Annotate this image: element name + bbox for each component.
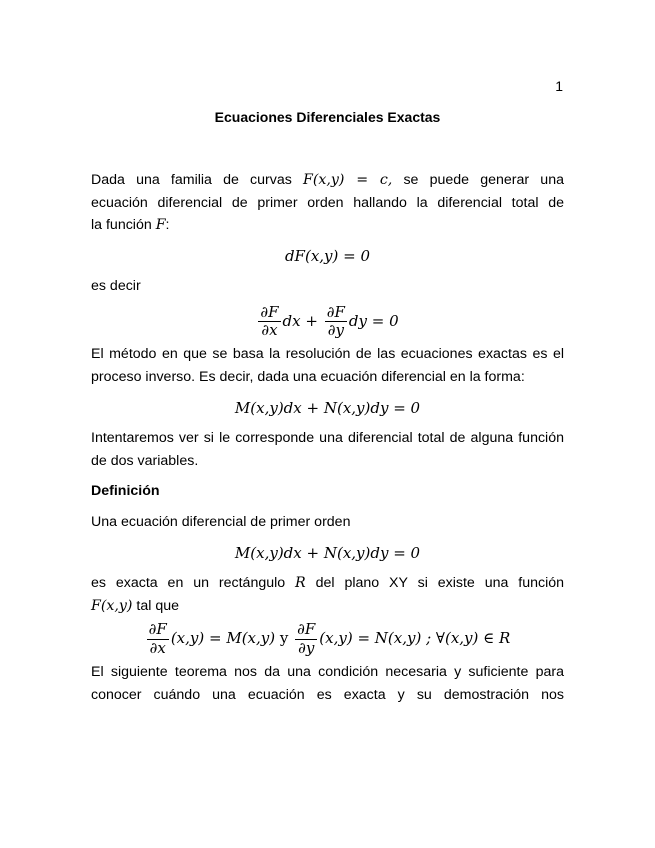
function-expression: F(x,y) [91, 597, 133, 614]
method-paragraph: El método en que se basa la resolución de las ecuaciones exactas es el proceso inverso. Es decir, dada una ecuación diferencial en la forma: [91, 346, 564, 386]
fraction-dF-dx [258, 304, 280, 340]
equation-term: dy = 0 [348, 311, 399, 330]
exacta-line-2-text: tal que [132, 597, 179, 614]
function-symbol: F [155, 217, 166, 234]
page-title: Ecuaciones Diferenciales Exactas [214, 109, 441, 125]
intro-text: Dada una familia de curvas [91, 172, 304, 188]
equation-term: (x,y) = M(x,y) [170, 629, 276, 648]
intro-text-rest: se puede generar una [392, 172, 564, 188]
equation-differential-form: M(x,y)dx + N(x,y)dy = 0 [234, 398, 421, 417]
equation-exactness-condition [91, 621, 564, 657]
fraction-denominator: ∂x [149, 638, 166, 657]
family-equation: F(x,y) = c, [303, 172, 393, 188]
document-body [91, 169, 564, 706]
exacta-line-2 [91, 595, 564, 618]
fraction-numerator: ∂F [326, 302, 345, 321]
fraction-denominator: ∂y [298, 638, 315, 657]
equation-term: dx + [282, 311, 323, 330]
fraction-dF-dy [325, 304, 347, 340]
definition-heading: Definición [91, 483, 160, 500]
fraction-numerator: ∂F [297, 620, 316, 639]
fraction-denominator: ∂y [327, 321, 344, 340]
intro-line-3-end: : [165, 217, 170, 234]
fraction-denominator: ∂x [261, 321, 278, 340]
theorem-paragraph: El siguiente teorema nos da una condición necesaria y suficiente para conocer cuándo una ecuación es exacta y su demostración nos [91, 663, 564, 703]
equation-partial-differential [91, 304, 564, 340]
rectangle-symbol: R [295, 575, 306, 592]
equation-definition: M(x,y)dx + N(x,y)dy = 0 [234, 543, 421, 562]
intro-line-3 [91, 214, 564, 237]
es-decir-text: es decir [91, 278, 141, 295]
equation-conjunction: y [275, 629, 294, 648]
intro-line-1 [91, 169, 564, 192]
intentaremos-paragraph: Intentaremos ver si le corresponde una diferencial total de alguna función de dos variables. [91, 430, 564, 469]
fraction-dF-dy [295, 621, 317, 657]
definition-intro: Una ecuación diferencial de primer orden [91, 514, 351, 531]
intro-line-3-text: la función [91, 217, 156, 234]
page-number: 1 [555, 78, 563, 94]
exacta-line-1 [91, 572, 564, 595]
fraction-numerator: ∂F [148, 620, 167, 639]
fraction-dF-dx [147, 621, 169, 657]
exacta-text-rest: del plano XY si existe una función [305, 575, 564, 592]
intro-line-2: ecuación diferencial de primer orden hallando la diferencial total de [91, 194, 564, 211]
exacta-text: es exacta en un rectángulo [91, 575, 296, 592]
equation-term: (x,y) = N(x,y) ; ∀(x,y) ∈ R [319, 629, 511, 648]
equation-total-differential: dF(x,y) = 0 [284, 246, 371, 265]
fraction-numerator: ∂F [260, 302, 279, 321]
